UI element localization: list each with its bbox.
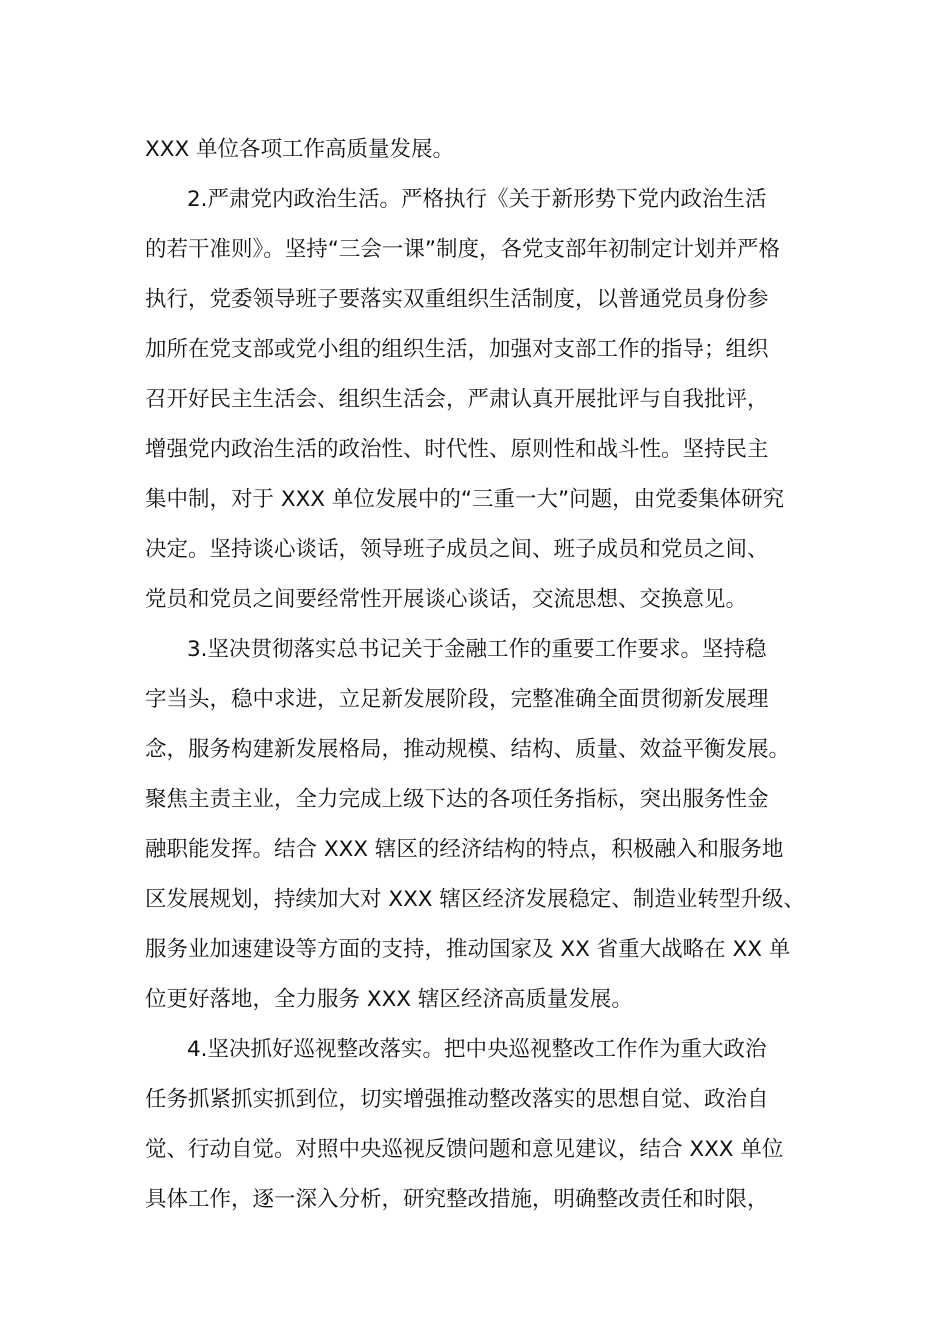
text-line: 召开好民主生活会、组织生活会，严肃认真开展批评与自我批评， (145, 387, 769, 412)
text-line: 任务抓紧抓实抓到位，切实增强推动整改落实的思想自觉、政治自 (145, 1087, 769, 1112)
paragraph-4-first-line: 4.坚决抓好巡视整改落实。把中央巡视整改工作作为重大政治 (187, 1037, 767, 1062)
text-line: 增强党内政治生活的政治性、时代性、原则性和战斗性。坚持民主 (145, 437, 769, 462)
document-body (0, 125, 950, 1225)
text-line: XXX 单位各项工作高质量发展。 (145, 137, 455, 162)
paragraph-3-first-line: 3.坚决贯彻落实总书记关于金融工作的重要工作要求。坚持稳 (187, 637, 767, 662)
text-line: 位更好落地，全力服务 XXX 辖区经济高质量发展。 (145, 987, 633, 1012)
text-line: 字当头，稳中求进，立足新发展阶段，完整准确全面贯彻新发展理 (145, 687, 769, 712)
paragraph-2-first-line: 2.严肃党内政治生活。严格执行《关于新形势下党内政治生活 (187, 187, 767, 212)
text-line: 决定。坚持谈心谈话，领导班子成员之间、班子成员和党员之间、 (145, 537, 769, 562)
text-line: 加所在党支部或党小组的组织生活，加强对支部工作的指导；组织 (145, 337, 769, 362)
text-line: 的若干准则》。坚持“三会一课”制度，各党支部年初制定计划并严格 (145, 237, 781, 262)
text-line: 党员和党员之间要经常性开展谈心谈话，交流思想、交换意见。 (145, 587, 748, 612)
text-line: 服务业加速建设等方面的支持，推动国家及 XX 省重大战略在 XX 单 (145, 937, 791, 962)
text-line: 具体工作，逐一深入分析，研究整改措施，明确整改责任和时限， (145, 1187, 769, 1212)
text-line: 念，服务构建新发展格局，推动规模、结构、质量、效益平衡发展。 (145, 737, 791, 762)
text-line: 执行，党委领导班子要落实双重组织生活制度，以普通党员身份参 (145, 287, 769, 312)
text-line: 觉、行动自觉。对照中央巡视反馈问题和意见建议，结合 XXX 单位 (145, 1137, 784, 1162)
text-line: 融职能发挥。结合 XXX 辖区的经济结构的特点，积极融入和服务地 (145, 837, 784, 862)
text-line: 区发展规划，持续加大对 XXX 辖区经济发展稳定、制造业转型升级、 (145, 887, 805, 912)
text-line: 聚焦主责主业，全力完成上级下达的各项任务指标，突出服务性金 (145, 787, 769, 812)
text-line: 集中制，对于 XXX 单位发展中的“三重一大”问题，由党委集体研究 (145, 487, 785, 512)
